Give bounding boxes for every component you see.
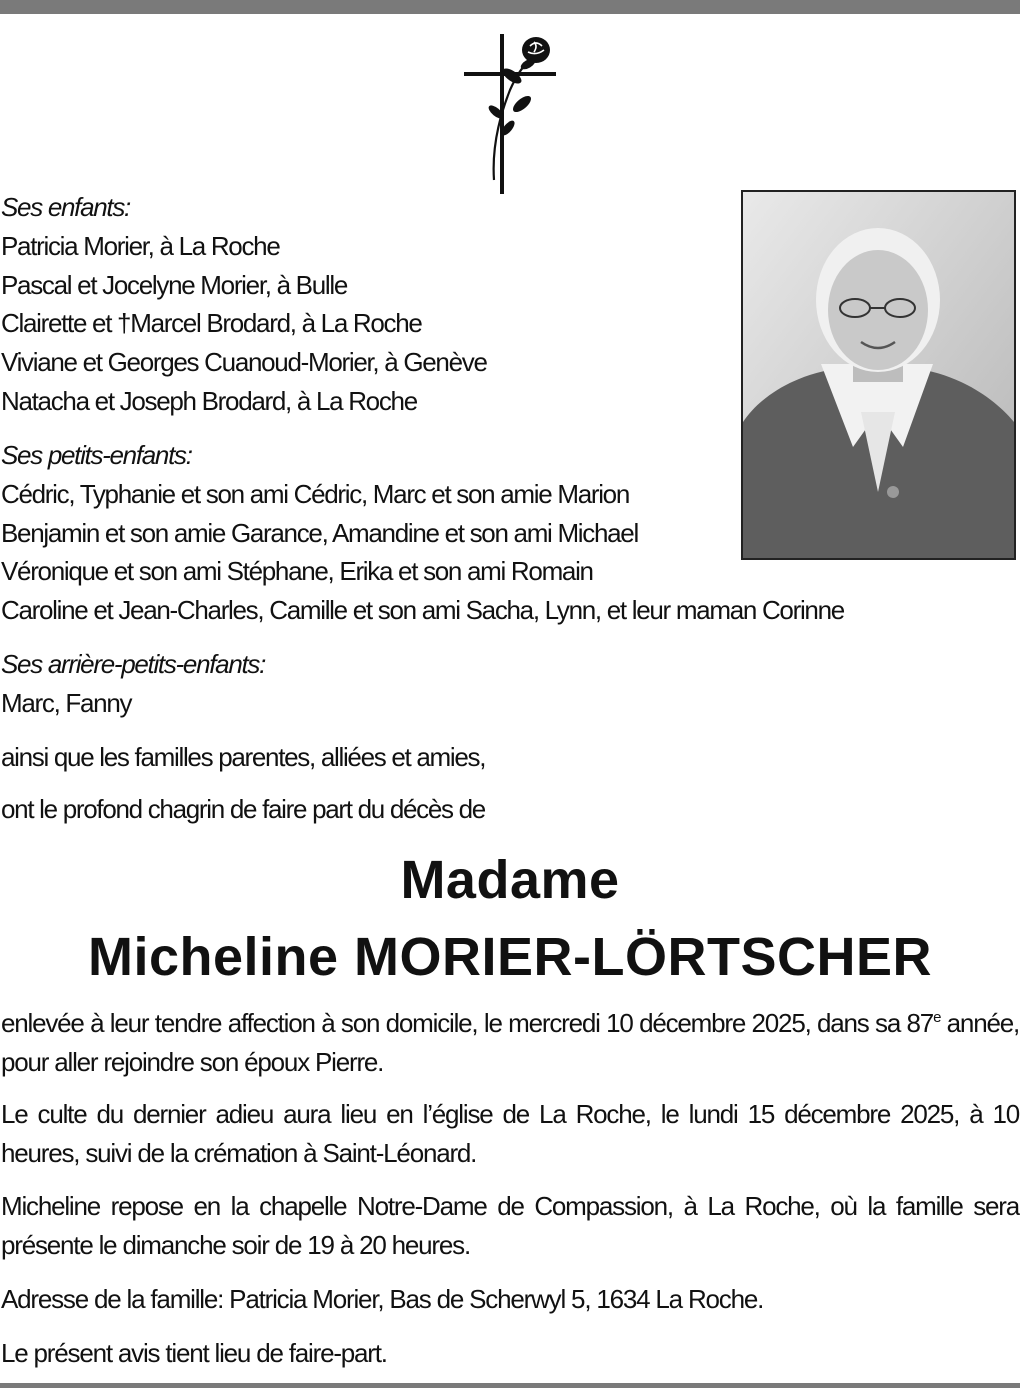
list-item: Patricia Morier, à La Roche [1,230,280,261]
list-item: Cédric, Typhanie et son ami Cédric, Marc et son amie Marion [1,478,630,509]
deceased-title: Madame [400,850,620,910]
list-item: Natacha et Joseph Brodard, à La Roche [1,385,417,416]
list-item: Viviane et Georges Cuanoud-Morier, à Genève [1,347,487,378]
bottom-rule [0,1383,1020,1388]
address-paragraph: Adresse de la famille: Patricia Morier, Bas de Scherwyl 5, 1634 La Roche. [1,1284,764,1314]
cross-with-rose-icon [462,30,562,198]
arriere-petits-enfants-heading: Ses arrière-petits-enfants: [1,649,266,679]
death-text-end: année, pour aller rejoindre son époux Pierre. [1,1008,1019,1077]
petits-enfants-section [1,436,844,630]
list-item: Pascal et Jocelyne Morier, à Bulle [1,269,347,300]
death-text-start: enlevée à leur tendre affection à son domicile, le mercredi 10 décembre 2025, dans sa 87 [1,1008,934,1038]
list-item: Véronique et son ami Stéphane, Erika et son ami Romain [1,556,593,587]
arriere-petits-enfants-section [1,645,265,723]
death-paragraph [1,1004,1019,1081]
list-item: Clairette et †Marcel Brodard, à La Roche [1,308,422,339]
notice-paragraph: Le présent avis tient lieu de faire-part. [1,1338,387,1368]
enfants-heading: Ses enfants: [1,192,130,222]
deceased-name: Micheline MORIER-LÖRTSCHER [87,927,933,987]
petits-enfants-heading: Ses petits-enfants: [1,440,192,470]
list-item: Benjamin et son amie Garance, Amandine et son ami Michael [1,517,638,548]
list-item: Caroline et Jean-Charles, Camille et son ami Sacha, Lynn, et leur maman Corinne [1,595,844,626]
top-rule [0,0,1020,14]
annonce-line: ont le profond chagrin de faire part du décès de [1,794,485,824]
list-item: Marc, Fanny [1,687,132,718]
ordinal-suffix: e [933,1009,941,1026]
chapel-paragraph: Micheline repose en la chapelle Notre-Dame de Compassion, à La Roche, où la famille sera présente le dimanche soir de 19 à 20 heures. [1,1191,1019,1260]
familles-line: ainsi que les familles parentes, alliées et amies, [1,742,486,772]
ceremony-paragraph: Le culte du dernier adieu aura lieu en l’église de La Roche, le lundi 15 décembre 2025, à 10 heures, suivi de la crémation à Saint-Léonard. [1,1099,1019,1168]
enfants-section [1,188,487,421]
